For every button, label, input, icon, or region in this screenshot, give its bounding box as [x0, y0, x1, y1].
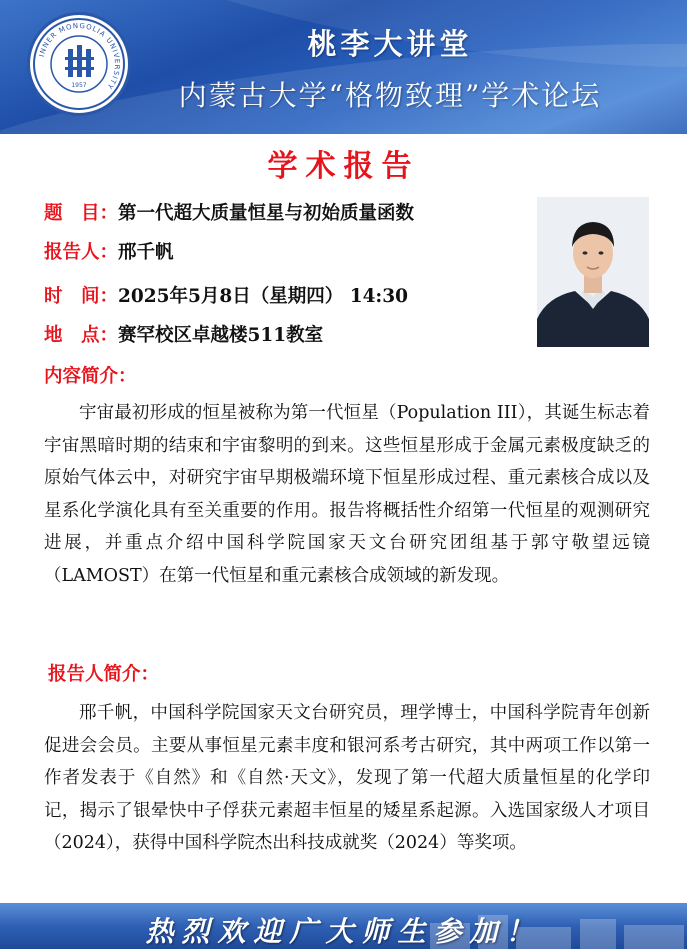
report-heading: 学术报告: [267, 149, 420, 184]
header-banner: [0, 0, 687, 134]
speaker-label: 报告人：: [44, 242, 119, 263]
bio-title: 报告人简介：: [48, 664, 160, 685]
university-logo: [27, 12, 131, 116]
time-row: [44, 282, 408, 308]
time-label: 时 间：: [44, 286, 119, 307]
location-value: 赛罕校区卓越楼511教室: [118, 325, 324, 346]
welcome-message: 热烈欢迎广大师生参加！: [145, 915, 542, 948]
topic-label: 题 目：: [44, 203, 119, 224]
bio-text: 邢千帆，中国科学院国家天文台研究员，理学博士，中国科学院青年创新促进会会员。主要从事恒星元素丰度和银河系考古研究，其中两项工作以第一作者发表于《自然》和《自然·天文》，发现了第一代超大质量恒星的化学印记，揭示了银晕快中子俘获元素超丰恒星的矮星系起源。入选国家级人才项目（2024），获得中国科学院杰出科技成就奖（2024）等奖项。: [44, 703, 650, 853]
forum-series-title: 桃李大讲堂: [307, 27, 473, 61]
speaker-row: [44, 238, 174, 264]
logo-year: 1957: [71, 82, 87, 89]
topic-row: [44, 199, 414, 225]
footer-banner: [0, 903, 687, 949]
location-row: [44, 321, 323, 347]
logo-ring-text: INNER MONGOLIA UNIVERSITY: [37, 21, 122, 91]
abstract-title: 内容简介：: [44, 366, 137, 387]
topic-value: 第一代超大质量恒星与初始质量函数: [118, 203, 415, 224]
time-value: 2025年5月8日（星期四） 14:30: [118, 286, 409, 307]
abstract-text: 宇宙最初形成的恒星被称为第一代恒星（Population III），其诞生标志着宇宙黑暗时期的结束和宇宙黎明的到来。这些恒星形成于金属元素极度缺乏的原始气体云中，对研究宇宙早期极端环境下恒星形成过程、重元素核合成以及星系化学演化具有至关重要的作用。报告将概括性介绍第一代恒星的观测研究进展，并重点介绍中国科学院国家天文台研究团组基于郭守敬望远镜（LAMOST）在第一代恒星和重元素核合成领域的新发现。: [44, 403, 650, 586]
location-label: 地 点：: [44, 325, 119, 346]
speaker-photo: [537, 197, 649, 347]
speaker-value: 邢千帆: [118, 242, 174, 263]
forum-subtitle: 内蒙古大学“格物致理”学术论坛: [178, 79, 602, 112]
